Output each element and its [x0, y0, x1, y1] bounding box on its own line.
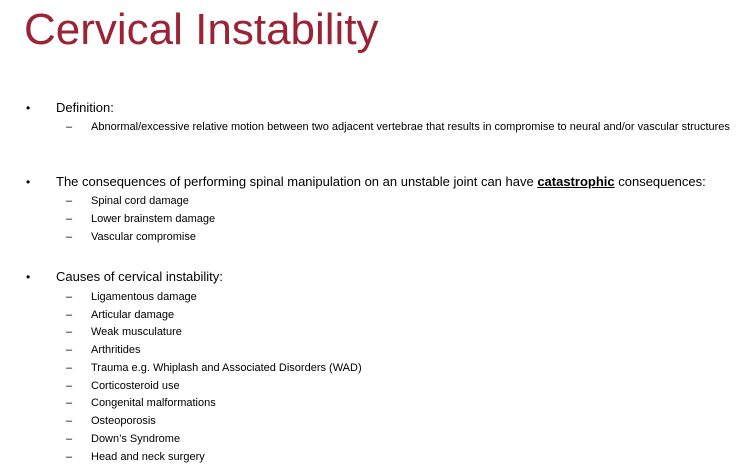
dash-marker: – [66, 231, 73, 243]
bullet-marker: • [26, 175, 31, 189]
dash-marker: – [66, 344, 73, 356]
list-item: Osteoporosis [91, 415, 156, 427]
dash-marker: – [66, 195, 73, 207]
list-item: Head and neck surgery [91, 451, 205, 463]
list-item: Trauma e.g. Whiplash and Associated Disorders (WAD) [91, 362, 362, 374]
section-heading-causes: Causes of cervical instability: [56, 269, 223, 284]
section-heading-consequences [56, 174, 706, 190]
list-item: Articular damage [91, 309, 175, 321]
list-item: Arthritides [91, 344, 141, 356]
dash-marker: – [66, 415, 73, 427]
definition-text: Abnormal/excessive relative motion between two adjacent vertebrae that results in compromise to neural and/or vascular structures [91, 121, 730, 133]
dash-marker: – [66, 451, 73, 463]
dash-marker: – [66, 309, 73, 321]
list-item: Down’s Syndrome [91, 433, 181, 445]
dash-marker: – [66, 397, 73, 409]
slide-title: Cervical Instability [24, 5, 379, 54]
list-item: Ligamentous damage [91, 291, 197, 303]
bullet-marker: • [26, 270, 31, 284]
list-item: Lower brainstem damage [91, 213, 216, 225]
dash-marker: – [66, 433, 73, 445]
dash-marker: – [66, 362, 73, 374]
list-item: Corticosteroid use [91, 380, 180, 392]
list-item: Weak musculature [91, 326, 182, 338]
heading-post-text: consequences: [614, 174, 706, 189]
dash-marker: – [66, 291, 73, 303]
dash-marker: – [66, 380, 73, 392]
list-item: Spinal cord damage [91, 195, 189, 207]
bullet-marker: • [26, 101, 31, 115]
section-heading-definition: Definition: [56, 100, 114, 115]
dash-marker: – [66, 213, 73, 225]
heading-emphasis-catastrophic: catastrophic [537, 174, 615, 189]
dash-marker: – [66, 326, 73, 338]
list-item: Vascular compromise [91, 231, 196, 243]
dash-marker: – [66, 121, 73, 133]
heading-pre-text: The consequences of performing spinal manipulation on an unstable joint can have [56, 174, 538, 189]
list-item: Congenital malformations [91, 397, 216, 409]
